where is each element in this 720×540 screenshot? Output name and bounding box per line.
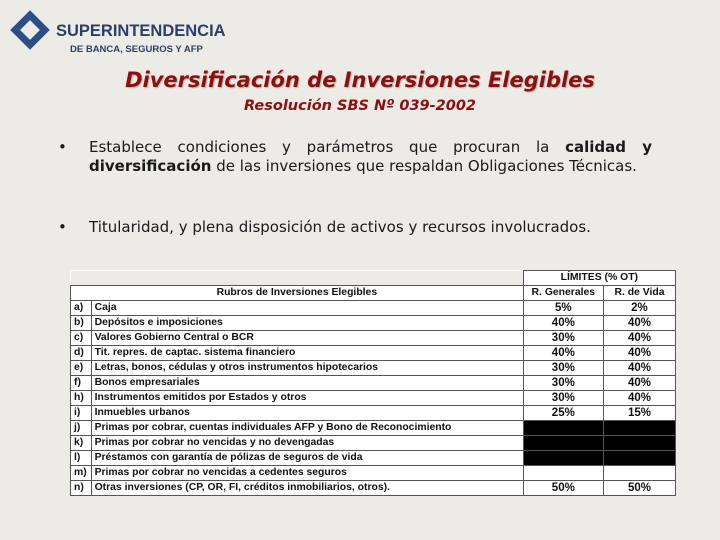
table-row xyxy=(71,421,676,436)
row-limit-vida xyxy=(603,421,675,436)
row-rubro: Caja xyxy=(91,301,523,316)
limits-group-header: LÍMITES (% OT) xyxy=(523,271,675,286)
row-letter: m) xyxy=(71,466,92,481)
row-limit-generales: 5% xyxy=(523,301,603,316)
row-letter: b) xyxy=(71,316,92,331)
column-header-vida: R. de Vida xyxy=(603,286,675,301)
bullet-dot-icon: • xyxy=(58,218,67,236)
bullet-text xyxy=(89,138,652,176)
row-limit-vida: 40% xyxy=(603,346,675,361)
row-limit-generales: 50% xyxy=(523,481,603,496)
row-letter: a) xyxy=(71,301,92,316)
row-rubro: Primas por cobrar, cuentas individuales AFP y Bono de Reconocimiento xyxy=(91,421,523,436)
row-limit-vida: 15% xyxy=(603,406,675,421)
row-limit-generales xyxy=(523,466,603,481)
row-limit-generales: 40% xyxy=(523,346,603,361)
row-letter: f) xyxy=(71,376,92,391)
row-limit-vida xyxy=(603,466,675,481)
row-rubro: Bonos empresariales xyxy=(91,376,523,391)
row-limit-generales: 30% xyxy=(523,331,603,346)
bullet-text: Titularidad, y plena disposición de activos y recursos involucrados. xyxy=(89,218,591,236)
table-row xyxy=(71,346,676,361)
page-subtitle: Resolución SBS Nº 039-2002 xyxy=(243,98,477,114)
page-title: Diversificación de Inversiones Elegibles xyxy=(125,68,595,92)
row-rubro: Valores Gobierno Central o BCR xyxy=(91,331,523,346)
row-limit-generales xyxy=(523,451,603,466)
table-row xyxy=(71,406,676,421)
bullet-text-bold: calidad y diversificación xyxy=(89,138,652,175)
row-letter: d) xyxy=(71,346,92,361)
row-letter: h) xyxy=(71,391,92,406)
row-letter: j) xyxy=(71,421,92,436)
row-letter: i) xyxy=(71,406,92,421)
row-letter: c) xyxy=(71,331,92,346)
row-rubro: Otras inversiones (CP, OR, FI, créditos inmobiliarios, otros). xyxy=(91,481,523,496)
row-limit-generales xyxy=(523,436,603,451)
row-limit-generales xyxy=(523,421,603,436)
row-rubro: Primas por cobrar no vencidas a cedentes seguros xyxy=(91,466,523,481)
row-letter: k) xyxy=(71,436,92,451)
row-limit-vida: 40% xyxy=(603,391,675,406)
row-limit-vida: 40% xyxy=(603,361,675,376)
row-limit-vida: 40% xyxy=(603,316,675,331)
row-limit-vida xyxy=(603,451,675,466)
bullet-item xyxy=(60,218,652,237)
row-limit-vida: 50% xyxy=(603,481,675,496)
table-row xyxy=(71,451,676,466)
row-rubro: Tit. repres. de captac. sistema financiero xyxy=(91,346,523,361)
row-rubro: Depósitos e imposiciones xyxy=(91,316,523,331)
table-row xyxy=(71,361,676,376)
row-rubro: Letras, bonos, cédulas y otros instrumentos hipotecarios xyxy=(91,361,523,376)
row-limit-generales: 30% xyxy=(523,361,603,376)
row-limit-generales: 25% xyxy=(523,406,603,421)
row-limit-generales: 30% xyxy=(523,376,603,391)
column-header-rubros: Rubros de Inversiones Elegibles xyxy=(71,286,524,301)
row-letter: l) xyxy=(71,451,92,466)
bullet-item xyxy=(60,138,652,176)
column-header-generales: R. Generales xyxy=(523,286,603,301)
row-limit-vida: 40% xyxy=(603,376,675,391)
row-rubro: Instrumentos emitidos por Estados y otros xyxy=(91,391,523,406)
bullet-dot-icon: • xyxy=(58,138,67,156)
row-rubro: Préstamos con garantía de pólizas de seguros de vida xyxy=(91,451,523,466)
table-row xyxy=(71,331,676,346)
limits-table xyxy=(70,270,676,496)
row-limit-generales: 30% xyxy=(523,391,603,406)
table-row xyxy=(71,481,676,496)
row-limit-generales: 40% xyxy=(523,316,603,331)
sbs-logo xyxy=(10,8,226,56)
row-limit-vida xyxy=(603,436,675,451)
row-letter: n) xyxy=(71,481,92,496)
table-row xyxy=(71,316,676,331)
table-row xyxy=(71,376,676,391)
table-row xyxy=(71,301,676,316)
bullet-text-part: de las inversiones que respaldan Obligaciones Técnicas. xyxy=(211,157,637,175)
table-row xyxy=(71,436,676,451)
row-limit-vida: 40% xyxy=(603,331,675,346)
row-limit-vida: 2% xyxy=(603,301,675,316)
bullet-text-part: Establece condiciones y parámetros que procuran la xyxy=(89,138,566,156)
row-rubro: Inmuebles urbanos xyxy=(91,406,523,421)
row-letter: e) xyxy=(71,361,92,376)
logo-name-line2: DE BANCA, SEGUROS Y AFP xyxy=(70,44,203,55)
logo-name-line1: SUPERINTENDENCIA xyxy=(56,22,226,40)
table-row xyxy=(71,391,676,406)
table-row xyxy=(71,466,676,481)
row-rubro: Primas por cobrar no vencidas y no devengadas xyxy=(91,436,523,451)
